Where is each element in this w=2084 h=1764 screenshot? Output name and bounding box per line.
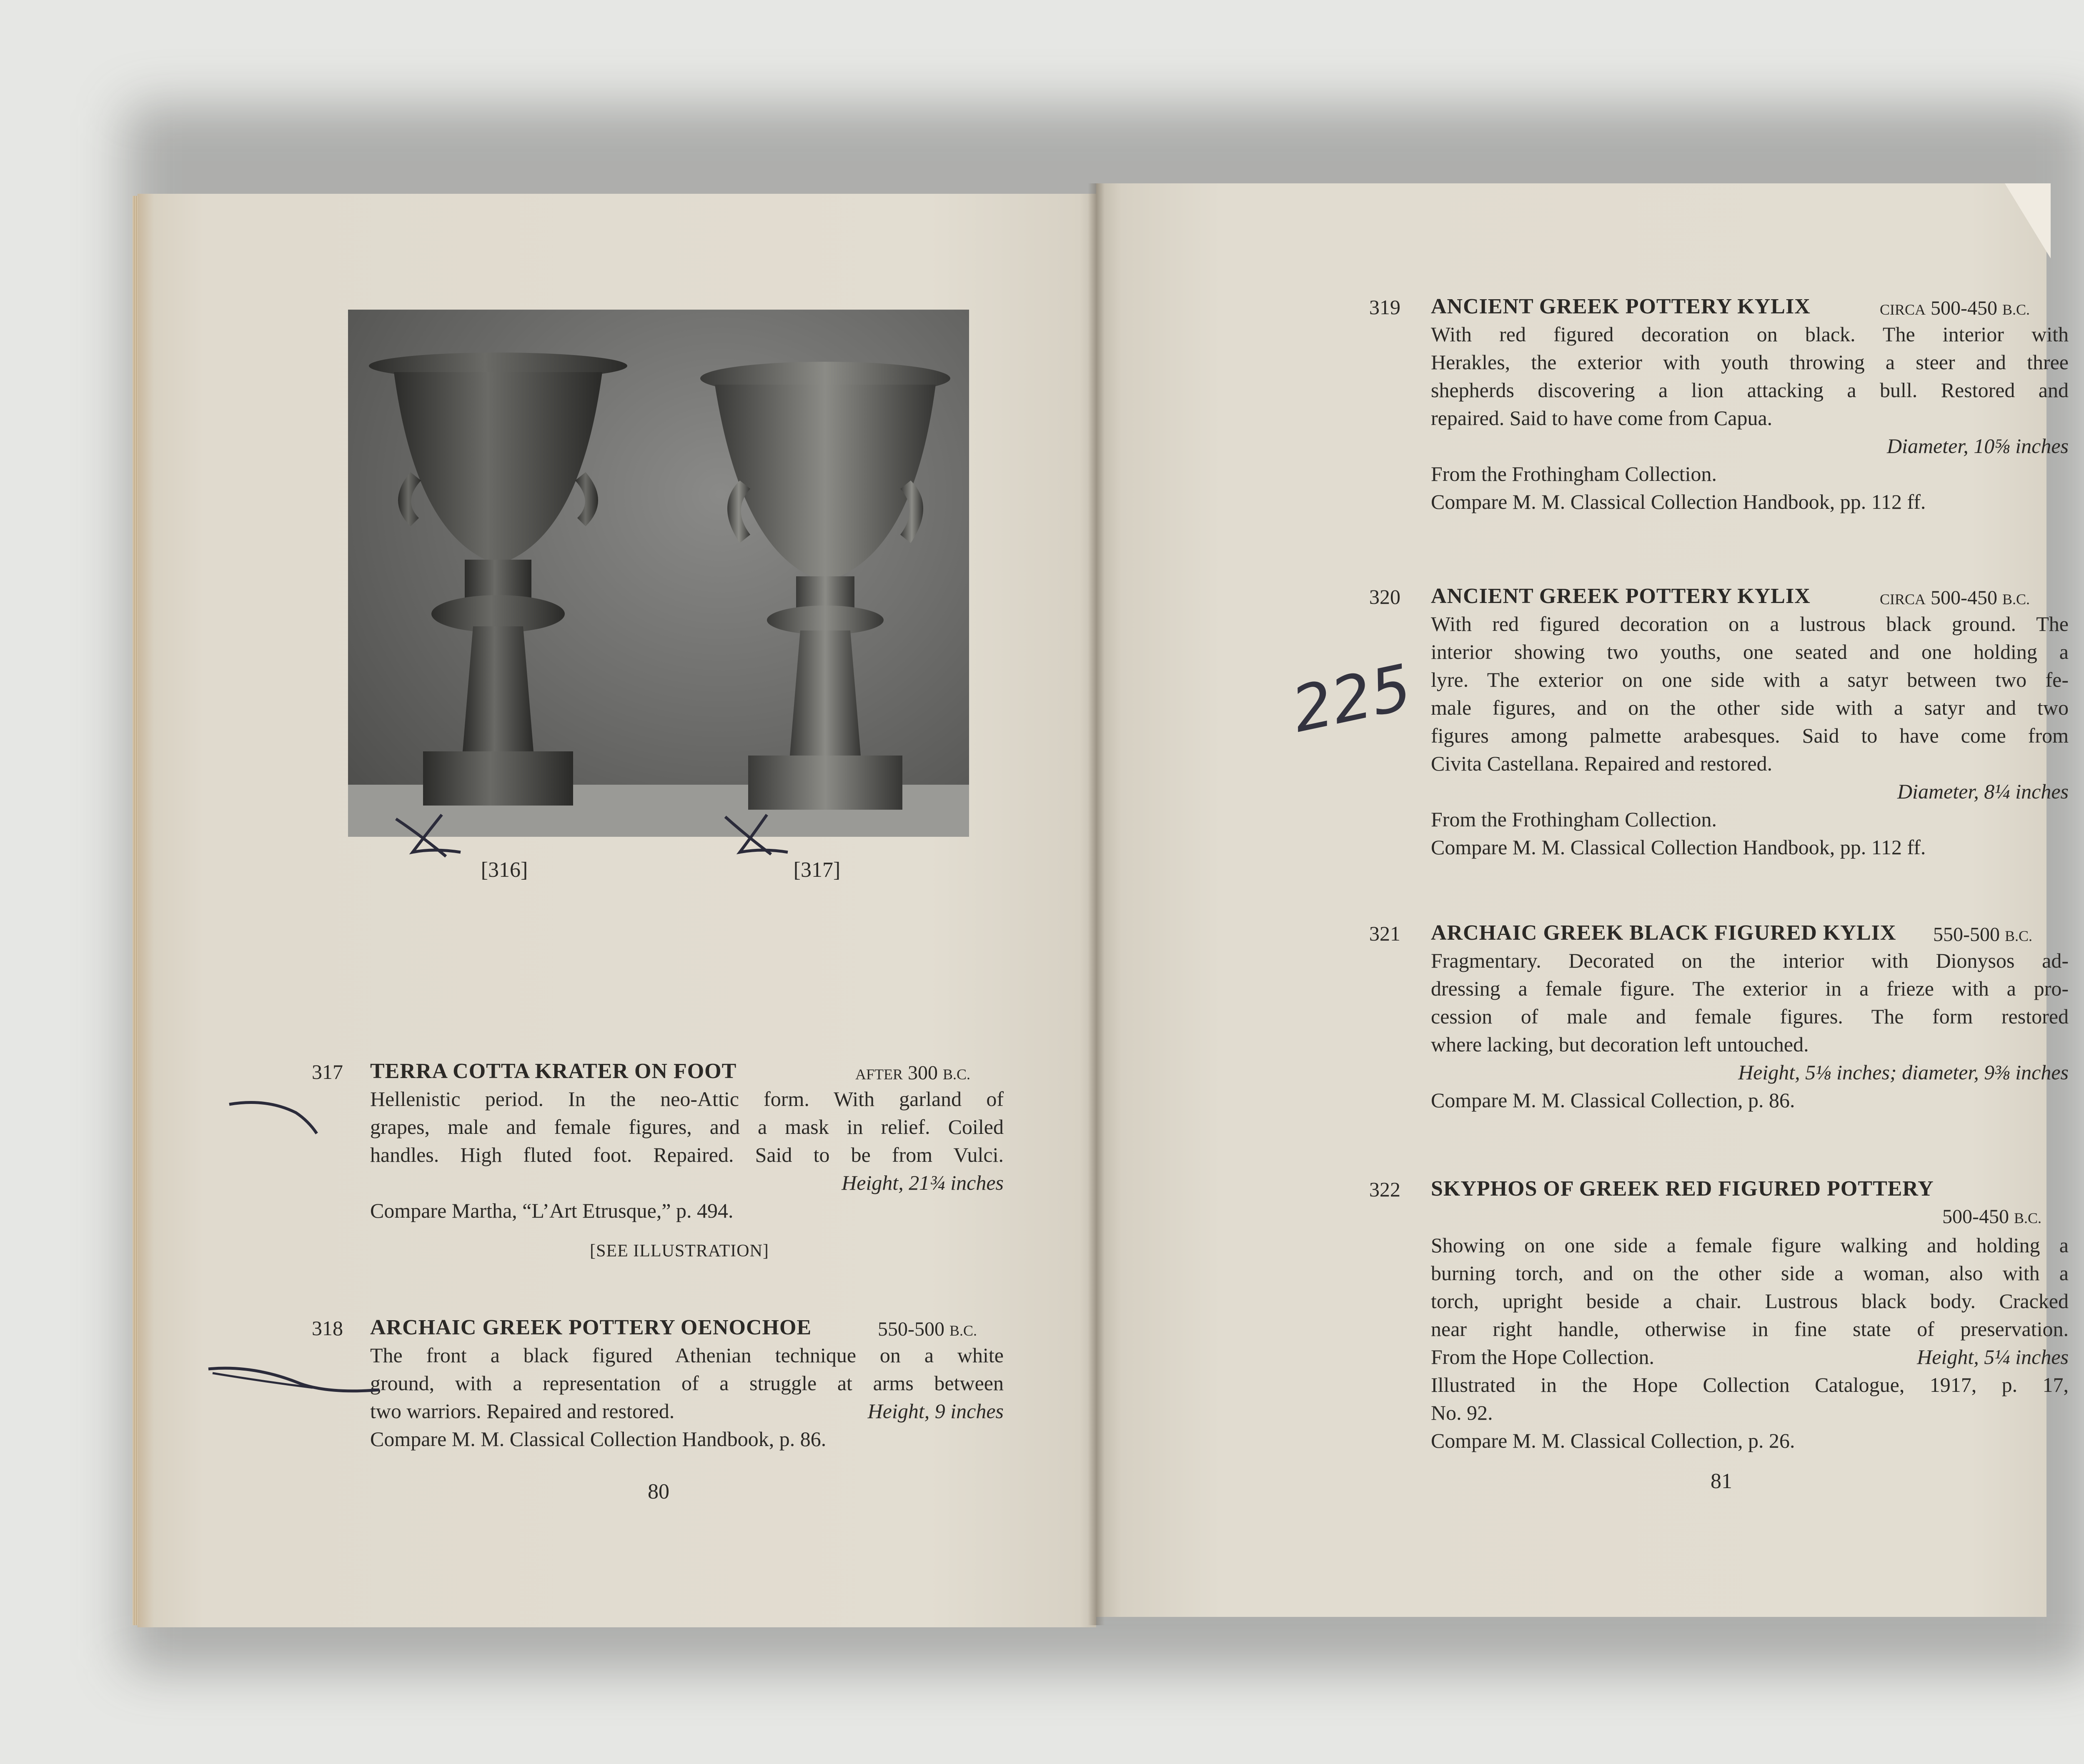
lot-compare-320: Compare M. M. Classical Collection Handbook, pp. 112 ff. [1431,836,1926,859]
handwritten-price-225: 225 [1286,651,1418,747]
lot-title-317: TERRA COTTA KRATER ON FOOT [370,1059,737,1083]
lot-number-317: 317 [312,1060,343,1083]
open-book [138,183,2069,1634]
page-number-81: 81 [1711,1469,1732,1493]
caption-317: [317] [793,858,841,882]
lot-text-320-line-4: male figures, and on the other side with a satyr and two [1431,696,2069,719]
lot-illustrated-322-line-1: Illustrated in the Hope Collection Catalogue, 1917, p. 17, [1431,1373,2069,1396]
book-gutter [1088,183,1105,1625]
lot-text-318-line-1: The front a black figured Athenian technique on a white [370,1344,1004,1367]
lot-text-322-line-2: burning torch, and on the other side a woman, also with a [1431,1261,2069,1285]
lot-date-319: CIRCA 500-450 B.C. [1880,297,2030,319]
lot-compare-322: Compare M. M. Classical Collection, p. 26. [1431,1429,1795,1452]
vase-317 [700,362,950,810]
lot-number-318: 318 [312,1316,343,1340]
lot-date-320: CIRCA 500-450 B.C. [1880,587,2030,609]
lot-compare-318: Compare M. M. Classical Collection Handbook, p. 86. [370,1427,827,1451]
lot-text-319-line-1: With red figured decoration on black. The interior with [1431,323,2069,346]
lot-date-317: AFTER 300 B.C. [855,1062,971,1084]
see-illustration-note: [SEE ILLUSTRATION] [590,1241,769,1261]
lot-title-321: ARCHAIC GREEK BLACK FIGURED KYLIX [1431,921,1896,945]
lot-text-322-line-4: near right handle, otherwise in fine state of preservation. [1431,1317,2069,1341]
lot-text-320-line-3: lyre. The exterior on one side with a satyr between two fe- [1431,668,2069,691]
lot-text-320-line-5: figures among palmette arabesques. Said to have come from [1431,724,2069,747]
lot-text-319-line-3: shepherds discovering a lion attacking a bull. Restored and [1431,378,2069,402]
lot-text-320-line-1: With red figured decoration on a lustrous black ground. The [1431,612,2069,636]
lot-text-320-line-6: Civita Castellana. Repaired and restored. [1431,752,1773,775]
lot-measure-321: Height, 5⅛ inches; diameter, 9⅜ inches [1738,1061,2069,1084]
lot-date-321: 550-500 B.C. [1933,923,2033,946]
lot-text-317-line-1: Hellenistic period. In the neo-Attic form. With garland of [370,1087,1004,1111]
handwritten-x-mark-316 [388,811,471,861]
lot-title-322: SKYPHOS OF GREEK RED FIGURED POTTERY [1431,1177,1934,1201]
lot-text-317-line-3: handles. High fluted foot. Repaired. Said to be from Vulci. [370,1143,1004,1166]
lot-number-319: 319 [1369,295,1400,319]
lot-text-322-line-1: Showing on one side a female figure walking and holding a [1431,1234,2069,1257]
lot-measure-318: Height, 9 inches [867,1399,1004,1423]
lot-text-322-line-3: torch, upright beside a chair. Lustrous black body. Cracked [1431,1289,2069,1313]
folded-corner [2005,183,2051,258]
lot-compare-317: Compare Martha, “L’Art Etrusque,” p. 494. [370,1199,734,1222]
lot-text-321-line-3: cession of male and female figures. The form restored [1431,1005,2069,1028]
lot-text-321-line-1: Fragmentary. Decorated on the interior with Dionysos ad- [1431,949,2069,972]
page-number-80: 80 [648,1480,669,1504]
caption-316: [316] [481,858,528,882]
lot-text-321-line-2: dressing a female figure. The exterior in a frieze with a pro- [1431,977,2069,1000]
lot-title-319: ANCIENT GREEK POTTERY KYLIX [1431,295,1811,318]
lot-provenance-320: From the Frothingham Collection. [1431,808,1717,831]
lot-provenance-319: From the Frothingham Collection. [1431,462,1717,485]
lot-measure-322: Height, 5¼ inches [1917,1345,2069,1369]
lot-number-320: 320 [1369,585,1400,608]
lot-number-321: 321 [1369,922,1400,945]
lot-text-319-line-4: repaired. Said to have come from Capua. [1431,406,1773,430]
lot-date-318: 550-500 B.C. [878,1318,977,1340]
vases-illustration [348,310,969,837]
lot-measure-320: Diameter, 8¼ inches [1897,780,2069,803]
lot-illustrated-322-line-2: No. 92. [1431,1401,1493,1424]
lot-text-320-line-2: interior showing two youths, one seated and one holding a [1431,640,2069,663]
lot-title-320: ANCIENT GREEK POTTERY KYLIX [1431,584,1811,608]
handwritten-dash-mark-318 [204,1361,383,1402]
lot-text-319-line-2: Herakles, the exterior with youth throwing a steer and three [1431,350,2069,374]
right-page [1096,183,2069,1617]
lot-text-318-line-2: ground, with a representation of a struggle at arms between [370,1371,1004,1395]
krater-photograph [348,310,969,837]
handwritten-x-mark-317 [717,811,800,861]
lot-title-318: ARCHAIC GREEK POTTERY OENOCHOE [370,1316,812,1339]
lot-text-317-line-2: grapes, male and female figures, and a mask in relief. Coiled [370,1115,1004,1138]
lot-text-318-line-3: two warriors. Repaired and restored. [370,1399,675,1423]
lot-date-322: 500-450 B.C. [1942,1206,2042,1228]
lot-measure-319: Diameter, 10⅝ inches [1886,434,2069,458]
left-page [138,194,1096,1627]
handwritten-dash-mark-317 [225,1094,325,1140]
lot-number-322: 322 [1369,1178,1400,1201]
lot-text-321-line-4: where lacking, but decoration left untouched. [1431,1033,1809,1056]
lot-measure-317: Height, 21¾ inches [842,1171,1004,1194]
vase-316 [369,353,627,806]
lot-provenance-322: From the Hope Collection. [1431,1345,1655,1369]
lot-compare-319: Compare M. M. Classical Collection Handbook, pp. 112 ff. [1431,490,1926,513]
lot-compare-321: Compare M. M. Classical Collection, p. 86. [1431,1088,1795,1112]
